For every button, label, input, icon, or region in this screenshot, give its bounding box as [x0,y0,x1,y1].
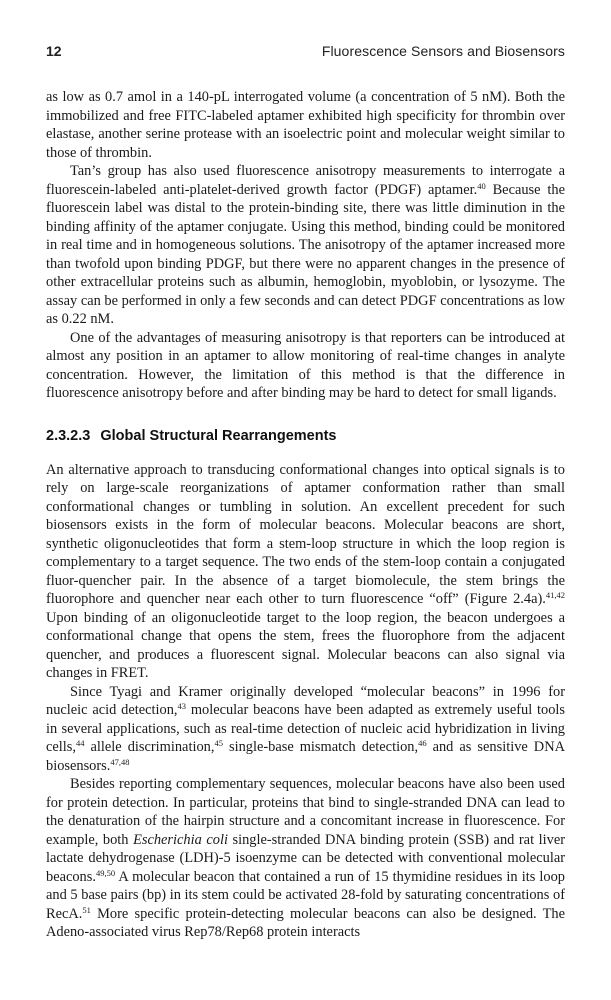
text-run: One of the advantages of measuring anisotropy is that reporters can be introduced at almost any position in an aptamer to allow monitoring of real-time changes in analyte concentration. However, the limitation of this method is that the difference in fluorescence anisotropy before and after binding may be hard to detect for small ligands. [46,329,565,401]
text-run: A molecular beacon that contained a run of 15 thymidine residues in its loop and 5 base pairs (bp) in its stem could be activated 28-fold by saturating concentrations of RecA. [46,868,565,922]
text-run: Tan’s group has also used fluorescence anisotropy measurements to interrogate a fluorescein-labeled anti-platelet-derived growth factor (PDGF) aptamer. [46,163,565,198]
body-text [46,88,565,942]
text-run: and as sensitive DNA biosensors. [46,739,565,774]
paragraph [46,162,565,329]
citation-ref: 46 [418,738,427,748]
text-run: single-stranded DNA binding protein (SSB) and rat liver lactate dehydrogenase (LDH)-5 isoenzyme can be detected with conventional molecular beacons. [46,831,566,885]
section-number: 2.3.2.3 [46,427,91,444]
paragraph [46,329,565,403]
text-run: Because the fluorescein label was distal to the protein-binding site, there was little diminution in the binding affinity of the aptamer conjugate. Using this method, binding could be monitored in real time and in homogeneous solutions. The anisotropy of the aptamer increased more than twofold upon binding PDGF, but there were no apparent changes in the presence of other extracellular proteins such as albumin, hemoglobin, myoblobin, or lysozyme. The assay can be performed in only a few seconds and can detect PDGF concentrations as low as 0.22 nM. [46,181,565,327]
paragraph [46,683,565,776]
citation-ref: 41,42 [545,590,565,600]
text-run: Since Tyagi and Kramer originally developed “molecular beacons” in 1996 for nucleic acid detection, [46,683,565,718]
citation-ref: 44 [75,738,85,748]
page-header [46,43,565,59]
citation-ref: 43 [177,701,186,711]
text-run: single-base mismatch detection, [222,739,419,755]
section-heading [46,427,565,445]
text-run: Upon binding of an oligonucleotide target to the loop region, the beacon undergoes a conformational change that opens the stem, frees the fluorophore from the adjacent quencher, and produces a fluorescent signal. Molecular beacons can also signal via changes in FRET. [46,609,565,681]
paragraph [46,775,565,942]
citation-ref: 51 [82,904,91,915]
italic-text: Escherichia coli [133,831,228,848]
running-head: Fluorescence Sensors and Biosensors [321,43,565,59]
citation-ref: 49,50 [95,867,116,878]
paragraph [46,461,565,683]
page-number: 12 [46,43,62,59]
text-run: as low as 0.7 amol in a 140-pL interrogated volume (a concentration of 5 nM). Both the immobilized and free FITC-labeled aptamer exhibited high specificity for thrombin over elastase, another serine protease with an isoelectric point and molecular weight similar to those of thrombin. [46,89,565,161]
text-run: allele discrimination, [84,739,215,755]
paragraphs-before [46,88,565,403]
citation-ref: 40 [477,180,486,191]
text-run: More specific protein-detecting molecular beacons can also be designed. The Adeno-associated virus Rep78/Rep68 protein interacts [46,905,565,940]
text-run: molecular beacons have been adapted as extremely useful tools in several applications, such as real-time detection of nucleic acid hybridization in living cells, [46,702,565,755]
section-title: Global Structural Rearrangements [100,427,337,444]
text-run: An alternative approach to transducing conformational changes into optical signals is to rely on large-scale reorganizations of aptamer conformation rather than small conformational changes or tumbling in solution. An excellent precedent for such biosensors exists in the form of molecular beacons. Molecular beacons are short, synthetic oligonucleotides that form a stem-loop structure in which the loop region is complementary to a target sequence. The two ends of the stem-loop contain a conjugated fluor-quencher pair. In the absence of a target biomolecule, the stem brings the fluorophore and quencher near each other to turn fluorescence “off” (Figure 2.4a). [46,461,565,607]
text-run: Besides reporting complementary sequences, molecular beacons have also been used for protein detection. In particular, proteins that bind to single-stranded DNA can lead to the denaturation of the hairpin structure and a concomitant increase in fluorescence. For example, both [46,776,565,848]
citation-ref: 47,48 [110,756,130,767]
citation-ref: 45 [214,738,223,748]
paragraphs-after [46,461,565,942]
paragraph [46,88,565,162]
